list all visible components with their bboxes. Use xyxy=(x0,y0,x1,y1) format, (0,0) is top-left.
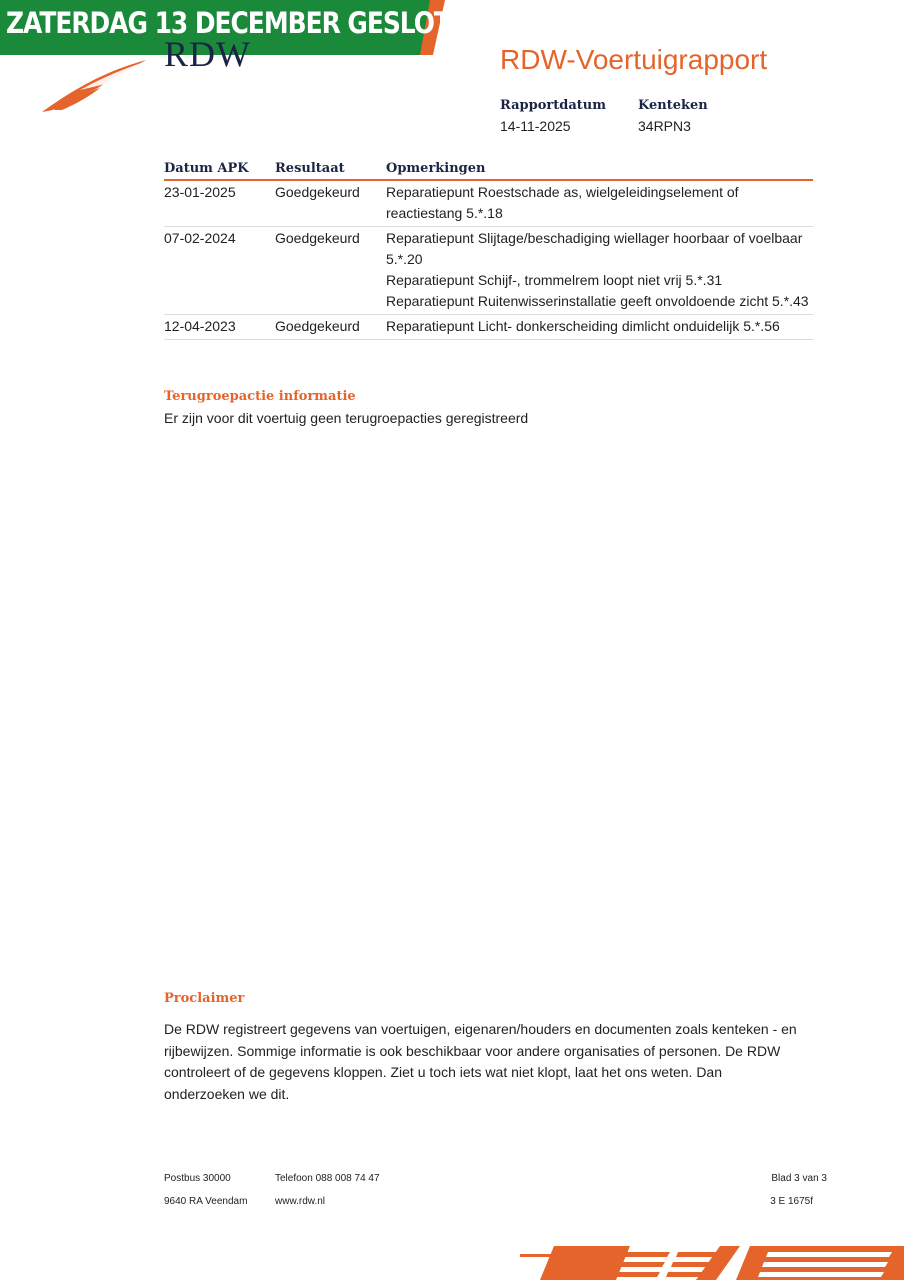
footer-website[interactable]: www.rdw.nl xyxy=(275,1196,326,1207)
report-date-value: 14-11-2025 xyxy=(500,118,571,134)
proclaimer-heading: Proclaimer xyxy=(164,991,245,1006)
remark-item: Reparatiepunt Roestschade as, wielgeleidingselement of reactiestang 5.*.18 xyxy=(386,184,739,221)
report-title: RDW-Voertuigrapport xyxy=(500,44,768,75)
apk-history-table xyxy=(164,159,813,340)
report-date-label: Rapportdatum xyxy=(500,98,606,113)
rdw-logo-icon xyxy=(40,58,150,114)
recall-text: Er zijn voor dit voertuig geen terugroepacties geregistreerd xyxy=(164,410,529,426)
apk-result: Goedgekeurd xyxy=(275,180,386,227)
remark-item: Reparatiepunt Slijtage/beschadiging wiellager hoorbaar of voelbaar 5.*.20 xyxy=(386,230,803,267)
header-remarks: Opmerkingen xyxy=(386,159,813,180)
rdw-logo-text: RDW xyxy=(164,36,251,72)
header-date: Datum APK xyxy=(164,159,275,180)
footer-phone: Telefoon 088 008 74 47 xyxy=(275,1173,380,1184)
apk-remarks xyxy=(386,180,813,227)
footer-page-number: Blad 3 van 3 xyxy=(771,1173,827,1184)
apk-date: 12-04-2023 xyxy=(164,315,275,340)
rdw-stripes-icon xyxy=(520,1244,904,1280)
footer-city: 9640 RA Veendam xyxy=(164,1196,248,1207)
table-row xyxy=(164,180,813,227)
apk-date: 23-01-2025 xyxy=(164,180,275,227)
header-result: Resultaat xyxy=(275,159,386,180)
proclaimer-text: De RDW registreert gegevens van voertuigen, eigenaren/houders en documenten zoals kenteken - en rijbewijzen. Sommige informatie is ook beschikbaar voor andere organisaties of personen. De RDW controleert of de gegevens kloppen. Ziet u toch iets wat niet klopt, laat het ons weten. Dan onderzoeken we dit. xyxy=(164,1021,797,1102)
apk-result: Goedgekeurd xyxy=(275,227,386,315)
plate-label: Kenteken xyxy=(638,98,708,113)
footer-doc-code: 3 E 1675f xyxy=(770,1196,813,1207)
banner-text: ZATERDAG 13 DECEMBER GESLOTEN xyxy=(6,6,486,40)
apk-remarks xyxy=(386,315,813,340)
footer-postbus: Postbus 30000 xyxy=(164,1173,231,1184)
apk-result: Goedgekeurd xyxy=(275,315,386,340)
remark-item: Reparatiepunt Ruitenwisserinstallatie geeft onvoldoende zicht 5.*.43 xyxy=(386,293,809,309)
remark-item: Reparatiepunt Licht- donkerscheiding dimlicht onduidelijk 5.*.56 xyxy=(386,318,780,334)
plate-value: 34RPN3 xyxy=(638,118,691,134)
table-row xyxy=(164,315,813,340)
remark-item: Reparatiepunt Schijf-, trommelrem loopt niet vrij 5.*.31 xyxy=(386,272,723,288)
table-row xyxy=(164,227,813,315)
apk-remarks xyxy=(386,227,813,315)
recall-heading: Terugroepactie informatie xyxy=(164,389,356,404)
table-header-row xyxy=(164,159,813,180)
apk-date: 07-02-2024 xyxy=(164,227,275,315)
